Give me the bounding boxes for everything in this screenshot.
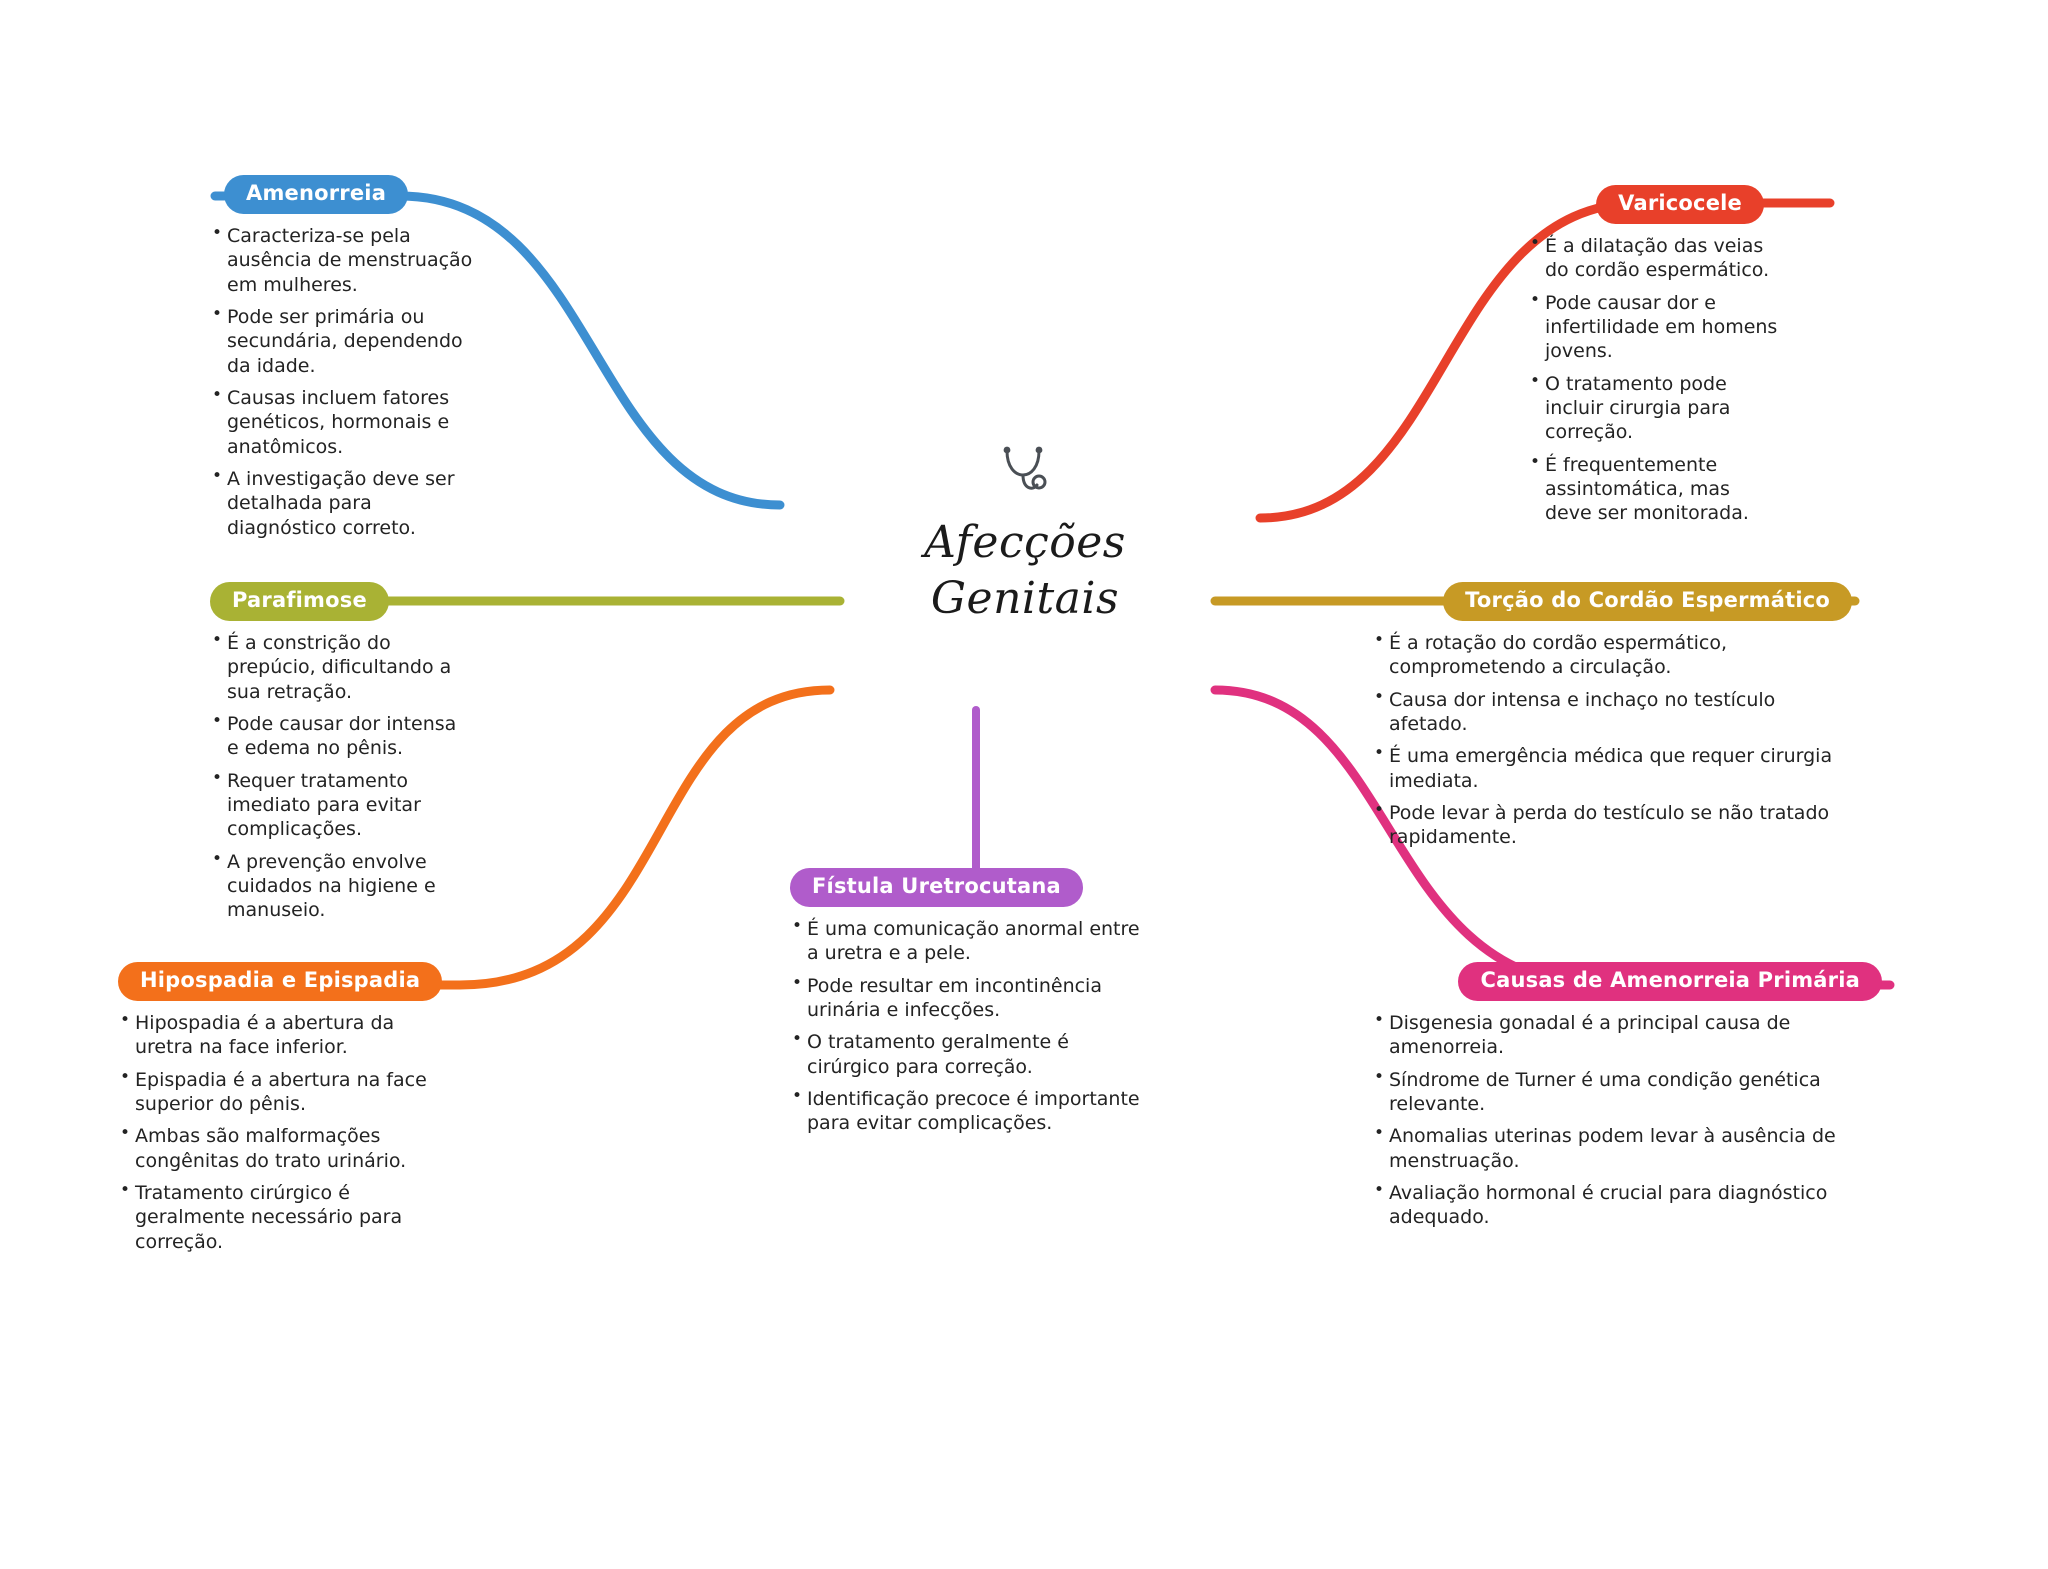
branch-points-torcao-cordao-espermatico xyxy=(1372,631,1852,850)
list-item: • Disgenesia gonadal é a principal causa de amenorreia. xyxy=(1372,1011,1882,1060)
list-item: • É a dilatação das veias do cordão espermático. xyxy=(1528,234,1778,283)
list-item: • Identificação precoce é importante para evitar complicações. xyxy=(790,1087,1140,1136)
list-item: • Pode causar dor e infertilidade em homens jovens. xyxy=(1528,291,1778,364)
center-node xyxy=(845,445,1205,628)
list-item: • Causas incluem fatores genéticos, hormonais e anatômicos. xyxy=(210,386,480,459)
branch-causas-amenorreia-primaria[interactable] xyxy=(1372,962,1882,1238)
center-title-line2: Genitais xyxy=(930,573,1120,625)
list-item: • Pode causar dor intensa e edema no pênis. xyxy=(210,712,460,761)
list-item: • Pode levar à perda do testículo se não tratado rapidamente. xyxy=(1372,801,1852,850)
list-item: • Caracteriza-se pela ausência de menstruação em mulheres. xyxy=(210,224,480,297)
list-item: • A prevenção envolve cuidados na higiene e manuseio. xyxy=(210,850,460,923)
list-item: • Hipospadia é a abertura da uretra na face inferior. xyxy=(118,1011,448,1060)
list-item: • É frequentemente assintomática, mas deve ser monitorada. xyxy=(1528,453,1778,526)
branch-points-fistula-uretrocutanea xyxy=(790,917,1140,1136)
branch-label-fistula-uretrocutanea[interactable]: Fístula Uretrocutana xyxy=(790,868,1083,907)
list-item: • É uma emergência médica que requer cirurgia imediata. xyxy=(1372,744,1852,793)
branch-points-varicocele xyxy=(1528,234,1778,525)
list-item: • Tratamento cirúrgico é geralmente necessário para correção. xyxy=(118,1181,448,1254)
branch-label-hipospadia-epispadia[interactable]: Hipospadia e Epispadia xyxy=(118,962,442,1001)
list-item: • Requer tratamento imediato para evitar complicações. xyxy=(210,769,460,842)
list-item: • É a constrição do prepúcio, dificultando a sua retração. xyxy=(210,631,460,704)
list-item: • Anomalias uterinas podem levar à ausência de menstruação. xyxy=(1372,1124,1882,1173)
list-item: • É uma comunicação anormal entre a uretra e a pele. xyxy=(790,917,1140,966)
list-item: • A investigação deve ser detalhada para diagnóstico correto. xyxy=(210,467,480,540)
branch-parafimose[interactable] xyxy=(210,582,460,931)
branch-points-amenorreia xyxy=(210,224,480,540)
list-item: • Pode ser primária ou secundária, dependendo da idade. xyxy=(210,305,480,378)
branch-points-parafimose xyxy=(210,631,460,922)
list-item: • Epispadia é a abertura na face superior do pênis. xyxy=(118,1068,448,1117)
branch-label-causas-amenorreia-primaria[interactable]: Causas de Amenorreia Primária xyxy=(1458,962,1882,1001)
list-item: • Avaliação hormonal é crucial para diagnóstico adequado. xyxy=(1372,1181,1882,1230)
branch-label-amenorreia[interactable]: Amenorreia xyxy=(224,175,408,214)
list-item: • Síndrome de Turner é uma condição genética relevante. xyxy=(1372,1068,1882,1117)
branch-varicocele[interactable] xyxy=(1528,185,1778,534)
branch-fistula-uretrocutanea[interactable] xyxy=(790,868,1140,1144)
center-title-line1: Afecções xyxy=(924,517,1126,568)
branch-label-parafimose[interactable]: Parafimose xyxy=(210,582,389,621)
branch-amenorreia[interactable] xyxy=(210,175,480,548)
list-item: • É a rotação do cordão espermático, comprometendo a circulação. xyxy=(1372,631,1852,680)
branch-points-hipospadia-epispadia xyxy=(118,1011,448,1254)
list-item: • Pode resultar em incontinência urinária e infecções. xyxy=(790,974,1140,1023)
page-title xyxy=(845,515,1205,628)
list-item: • O tratamento pode incluir cirurgia para correção. xyxy=(1528,372,1778,445)
branch-hipospadia-epispadia[interactable] xyxy=(118,962,448,1262)
list-item: • Causa dor intensa e inchaço no testículo afetado. xyxy=(1372,688,1852,737)
list-item: • O tratamento geralmente é cirúrgico para correção. xyxy=(790,1030,1140,1079)
branch-points-causas-amenorreia-primaria xyxy=(1372,1011,1882,1230)
branch-label-torcao-cordao-espermatico[interactable]: Torção do Cordão Espermático xyxy=(1443,582,1852,621)
branch-torcao-cordao-espermatico[interactable] xyxy=(1372,582,1852,858)
list-item: • Ambas são malformações congênitas do trato urinário. xyxy=(118,1124,448,1173)
stethoscope-icon xyxy=(845,445,1205,511)
branch-label-varicocele[interactable]: Varicocele xyxy=(1596,185,1764,224)
